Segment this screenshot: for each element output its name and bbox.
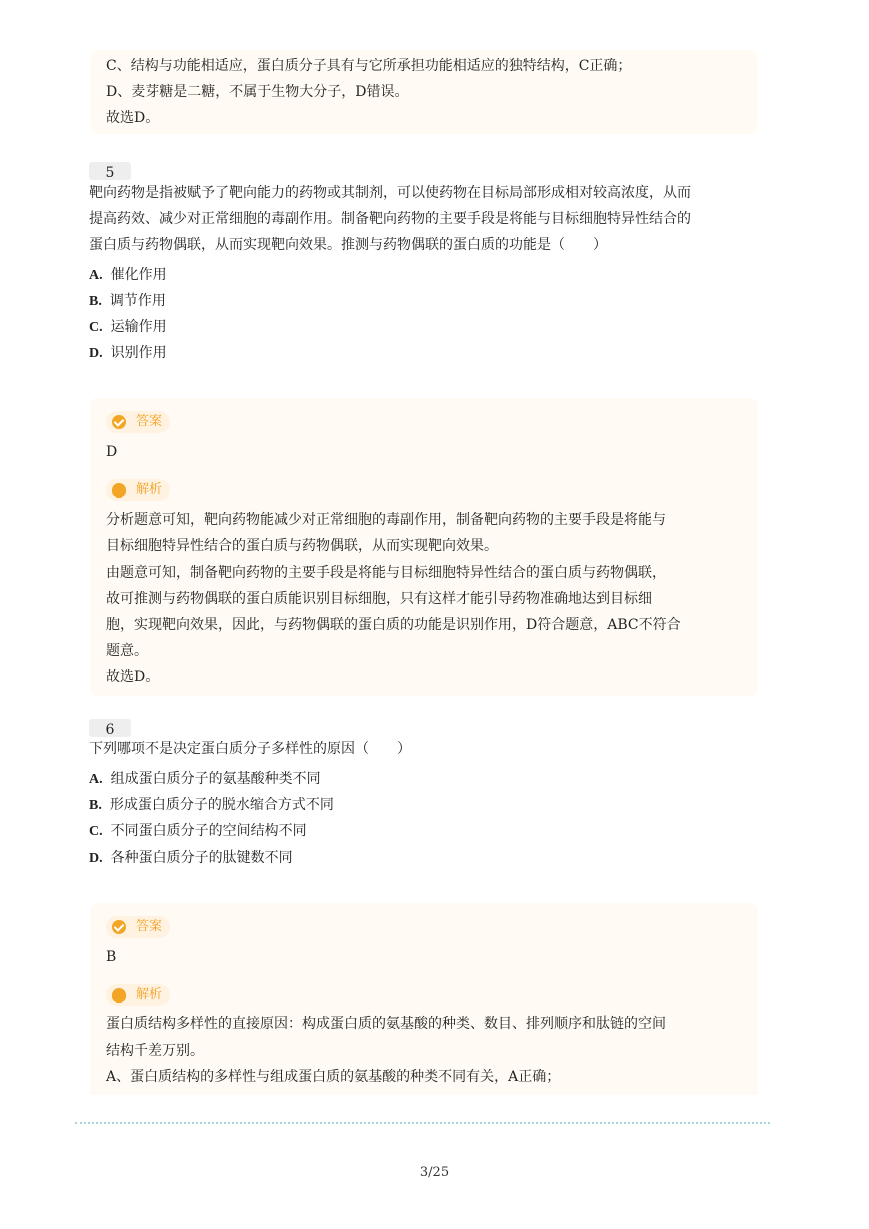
analysis-line: 故可推测与药物偶联的蛋白质能识别目标细胞，只有这样才能引导药物准确地达到目标细: [106, 591, 652, 607]
option-b[interactable]: [89, 795, 334, 816]
option-c[interactable]: [89, 821, 307, 842]
analysis-line: A、蛋白质结构的多样性与组成蛋白质的氨基酸的种类不同有关，A正确；: [106, 1069, 561, 1085]
answer-value: B: [106, 949, 117, 965]
explanation-line: D、麦芽糖是二糖，不属于生物大分子，D错误。: [106, 84, 409, 100]
option-b[interactable]: [89, 291, 166, 312]
explanation-line: C、结构与功能相适应，蛋白质分子具有与它所承担功能相适应的独特结构，C正确；: [106, 58, 632, 74]
option-letter: C.: [89, 824, 103, 839]
option-letter: C.: [89, 320, 103, 335]
analysis-line: 故选D。: [106, 669, 160, 685]
answer-label: 答案: [136, 414, 163, 429]
lightbulb-icon: [112, 988, 126, 1002]
explanation-line: 故选D。: [106, 110, 160, 126]
option-letter: A.: [89, 268, 103, 283]
question-number: 6: [89, 719, 131, 737]
option-letter: A.: [89, 772, 103, 787]
option-text: 形成蛋白质分子的脱水缩合方式不同: [109, 797, 334, 813]
question-stem-line: 下列哪项不是决定蛋白质分子多样性的原因（ ）: [89, 741, 411, 757]
option-text: 识别作用: [110, 345, 167, 361]
option-text: 各种蛋白质分子的肽键数不同: [110, 850, 293, 866]
analysis-line: 分析题意可知，靶向药物能减少对正常细胞的毒副作用，制备靶向药物的主要手段是将能与: [106, 512, 666, 528]
analysis-tag: [106, 984, 170, 1006]
option-a[interactable]: [89, 265, 167, 286]
footer-divider: [75, 1122, 770, 1124]
question-stem-line: 蛋白质与药物偶联，从而实现靶向效果。推测与药物偶联的蛋白质的功能是（ ）: [89, 237, 607, 253]
lightbulb-icon: [112, 483, 126, 497]
option-c[interactable]: [89, 317, 167, 338]
analysis-tag: [106, 479, 170, 501]
option-text: 运输作用: [110, 319, 167, 335]
option-letter: D.: [89, 346, 103, 361]
option-d[interactable]: [89, 848, 293, 869]
option-letter: B.: [89, 798, 102, 813]
analysis-line: 结构千差万别。: [106, 1043, 204, 1059]
question-stem-line: 提高药效、减少对正常细胞的毒副作用。制备靶向药物的主要手段是将能与目标细胞特异性结合的: [89, 211, 691, 227]
option-text: 不同蛋白质分子的空间结构不同: [110, 823, 307, 839]
answer-label: 答案: [136, 919, 163, 934]
question-stem-line: 靶向药物是指被赋予了靶向能力的药物或其制剂，可以使药物在目标局部形成相对较高浓度，从而: [89, 185, 691, 201]
option-d[interactable]: [89, 343, 167, 364]
page-number: 3/25: [419, 1165, 450, 1180]
option-letter: B.: [89, 294, 102, 309]
question-number: 5: [89, 162, 131, 180]
answer-tag: [106, 916, 170, 938]
option-text: 组成蛋白质分子的氨基酸种类不同: [110, 771, 321, 787]
analysis-line: 由题意可知，制备靶向药物的主要手段是将能与目标细胞特异性结合的蛋白质与药物偶联，: [106, 565, 666, 581]
option-text: 催化作用: [110, 267, 167, 283]
analysis-line: 蛋白质结构多样性的直接原因：构成蛋白质的氨基酸的种类、数目、排列顺序和肽链的空间: [106, 1016, 666, 1032]
analysis-label: 解析: [136, 987, 163, 1002]
answer-value: D: [106, 444, 118, 460]
option-a[interactable]: [89, 769, 321, 790]
option-text: 调节作用: [109, 293, 166, 309]
analysis-label: 解析: [136, 482, 163, 497]
answer-tag: [106, 411, 170, 433]
analysis-line: 目标细胞特异性结合的蛋白质与药物偶联，从而实现靶向效果。: [106, 538, 498, 554]
analysis-line: 题意。: [106, 643, 148, 659]
analysis-line: 胞，实现靶向效果，因此，与药物偶联的蛋白质的功能是识别作用，D符合题意，ABC不符合: [106, 617, 681, 633]
check-icon: [112, 415, 126, 429]
check-icon: [112, 920, 126, 934]
option-letter: D.: [89, 851, 103, 866]
